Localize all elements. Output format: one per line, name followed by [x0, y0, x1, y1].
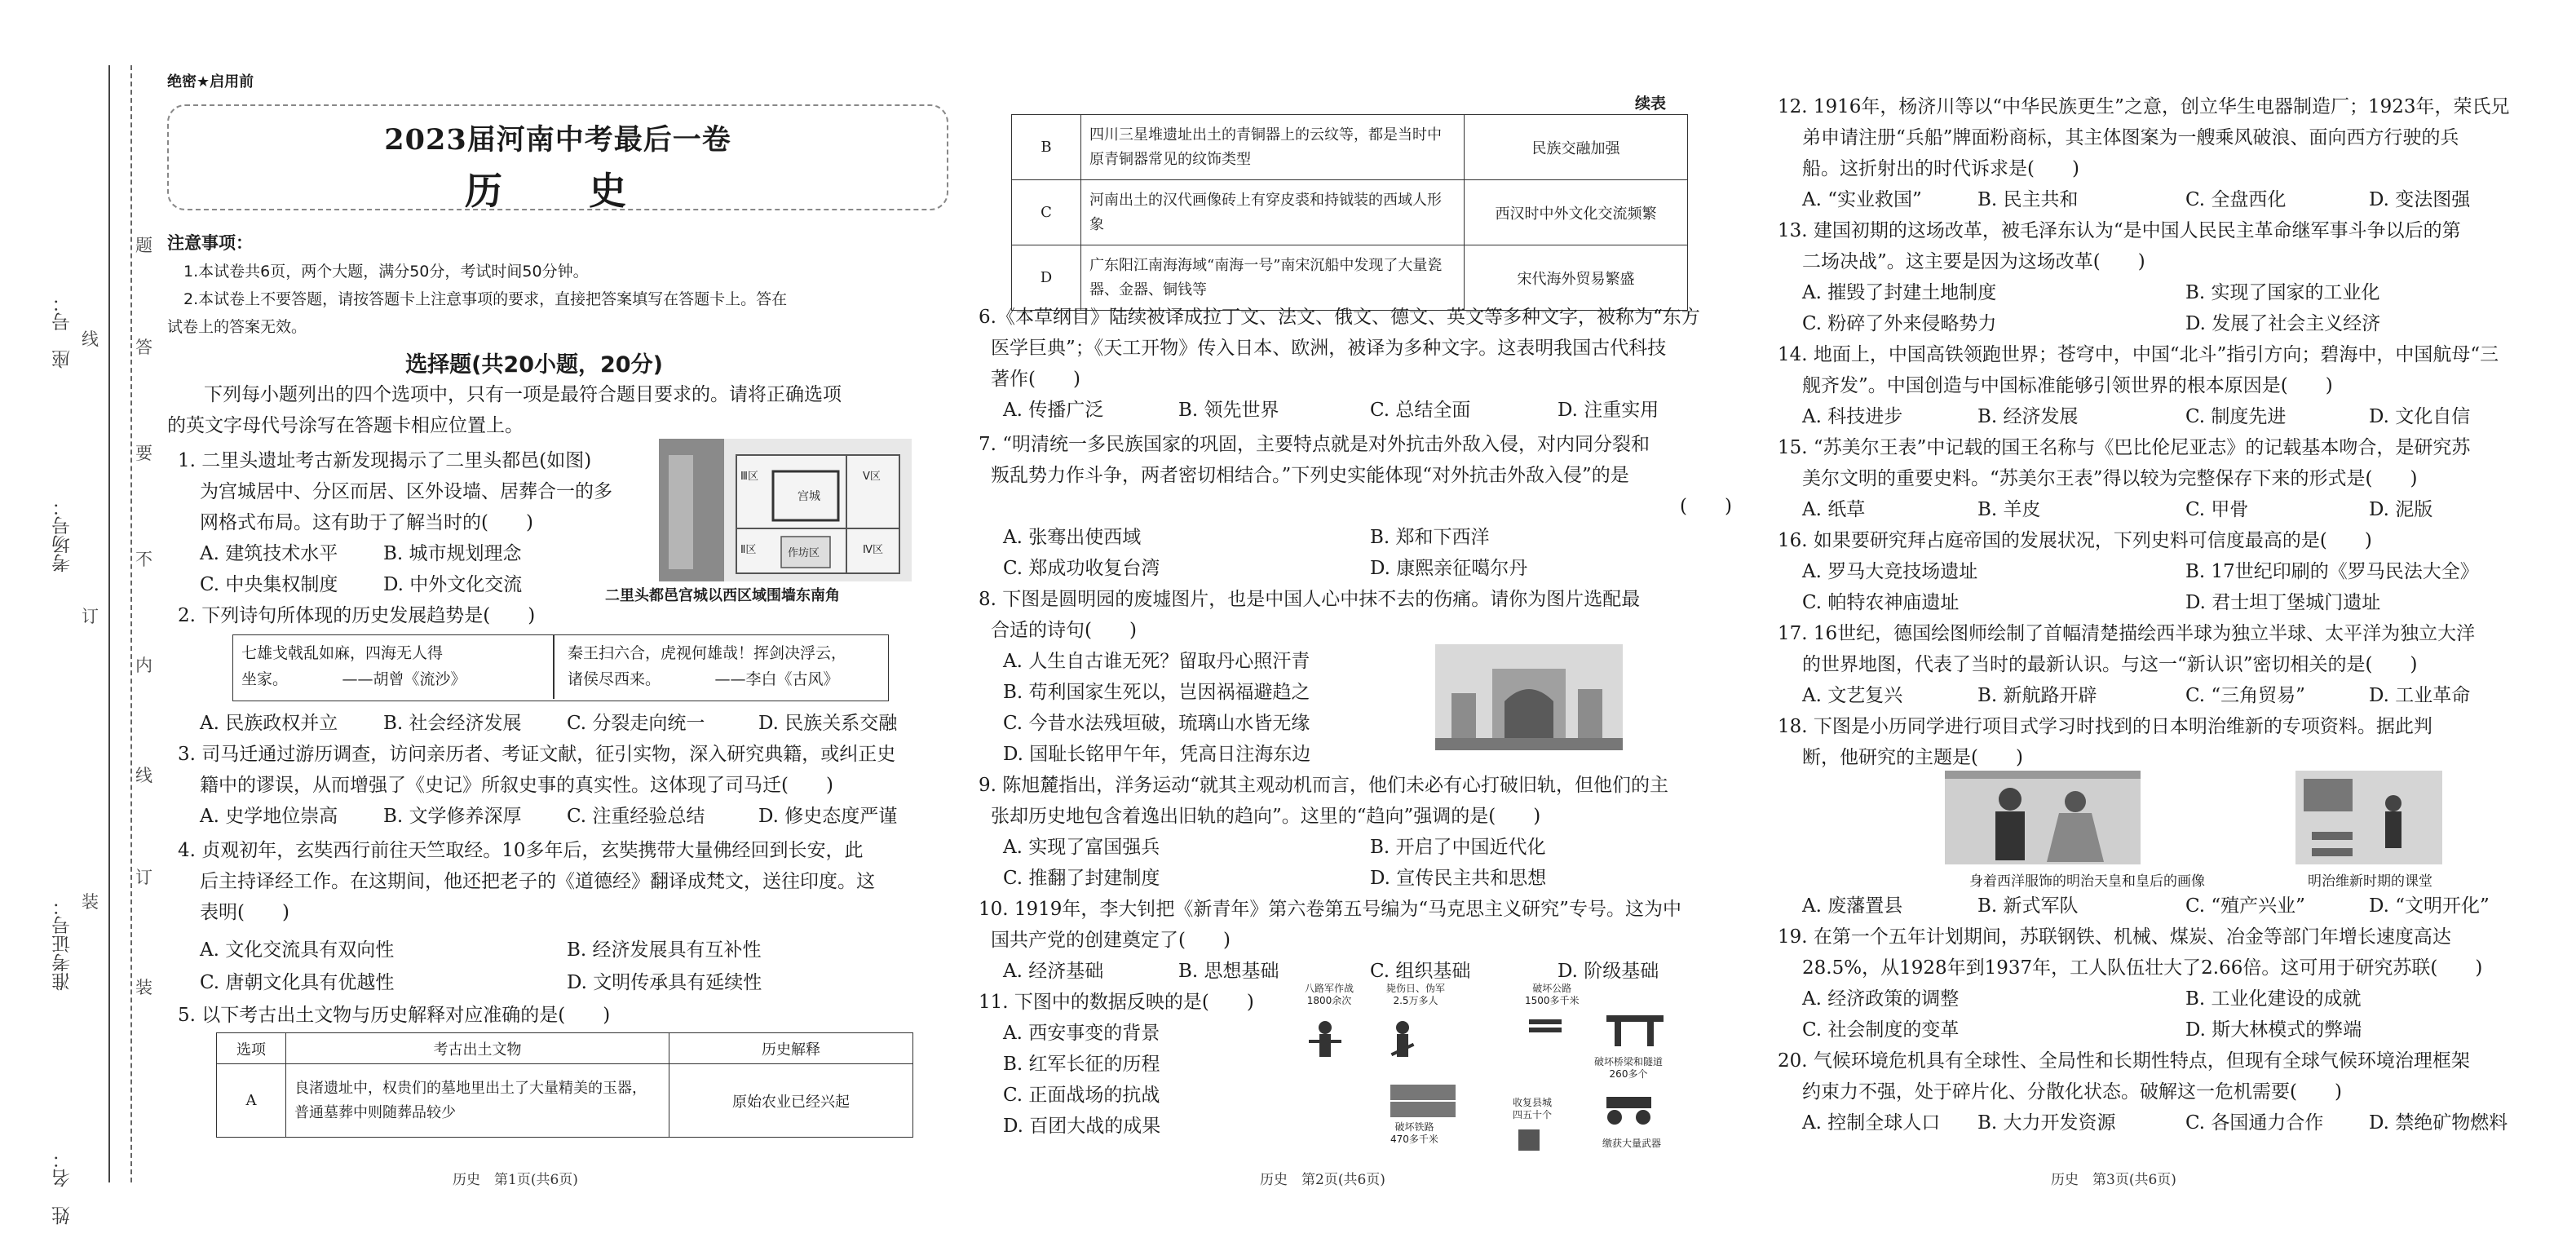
q20-option-a[interactable]: A. 控制全球人口	[1802, 1112, 1941, 1134]
q12-stem: 弟申请注册“兵船”牌面粉商标，其主体图案为一艘乘风破浪、面向西方行驶的兵	[1802, 127, 2459, 148]
q6-stem: 著作( )	[991, 369, 1080, 390]
infographic-label: 破坏铁路 470多千米	[1390, 1121, 1438, 1145]
q20-option-c[interactable]: C. 各国通力合作	[2185, 1112, 2324, 1134]
q1-stem: 为宫城居中、分区而居、区外设墙、居葬合一的多	[200, 481, 612, 502]
poem-line: 秦王扫六合，虎视何雄哉！挥剑决浮云，	[568, 644, 847, 662]
q9-option-b[interactable]: B. 开启了中国近代化	[1370, 837, 1546, 858]
seal-char: 要	[135, 444, 152, 463]
q16-option-a[interactable]: A. 罗马大竞技场遗址	[1802, 561, 1978, 582]
q3-option-d[interactable]: D. 修史态度严谨	[758, 806, 898, 827]
seal-char: 线	[135, 766, 152, 785]
poem-divider	[553, 635, 555, 699]
table-cell: 宋代海外贸易繁盛	[1465, 245, 1688, 311]
q1-option-a[interactable]: A. 建筑技术水平	[200, 543, 338, 564]
q20-option-d[interactable]: D. 禁绝矿物燃料	[2369, 1112, 2508, 1134]
q20-option-b[interactable]: B. 大力开发资源	[1977, 1112, 2116, 1134]
q17-stem: 17. 16世纪，德国绘图师绘制了首幅清楚描绘西半球为独立半球、太平洋为独立大洋	[1778, 623, 2476, 644]
infographic-label: 八路军作战 1800余次	[1305, 983, 1354, 1006]
q1-caption: 二里头都邑宫城以西区域围墙东南角	[605, 587, 840, 604]
infographic-label: 收复县城 四五十个	[1513, 1097, 1553, 1120]
seal-char: 装	[82, 892, 99, 912]
q6-option-b[interactable]: B. 领先世界	[1178, 400, 1279, 421]
q6-stem: 6.《本草纲目》陆续被译成拉丁文、法文、俄文、德文、英文等多种文字，被称为“东方	[979, 307, 1700, 328]
meiji-classroom-image	[2295, 771, 2442, 864]
q16-stem: 16. 如果要研究拜占庭帝国的发展状况，下列史料可信度最高的是( )	[1778, 530, 2372, 551]
table-cell: 西汉时中外文化交流频繁	[1465, 180, 1688, 245]
q17-option-b[interactable]: B. 新航路开辟	[1977, 685, 2097, 706]
q13-option-b[interactable]: B. 实现了国家的工业化	[2185, 282, 2380, 303]
q9-option-d[interactable]: D. 宣传民主共和思想	[1370, 868, 1547, 889]
table-header: 历史解释	[669, 1033, 913, 1064]
q18-option-c[interactable]: C. “殖产兴业”	[2185, 895, 2305, 917]
section-heading: 选择题(共20小题，20分)	[405, 352, 663, 378]
q18-option-d[interactable]: D. “文明开化”	[2369, 895, 2490, 917]
q11-option-c[interactable]: C. 正面战场的抗战	[1003, 1085, 1160, 1106]
seal-char: 装	[135, 978, 152, 997]
notice-1: 1.本试卷共6页，两个大题，满分50分，考试时间50分钟。	[183, 263, 589, 281]
table-cell: C	[1012, 180, 1081, 245]
q15-stem: 15. “苏美尔王表”中记载的国王名称与《巴比伦尼亚志》的记载基本吻合，是研究苏	[1778, 437, 2471, 458]
q13-stem: 二场决战”。这主要是因为这场改革( )	[1802, 251, 2145, 272]
q11-infographic	[1305, 983, 1688, 1154]
q10-stem: 国共产党的创建奠定了( )	[991, 930, 1231, 951]
q3-option-c[interactable]: C. 注重经验总结	[567, 806, 705, 827]
table-cell: 原始农业已经兴起	[669, 1064, 913, 1138]
q8-option-d[interactable]: D. 国耻长铭甲午年，凭高日注海东边	[1003, 744, 1311, 765]
erlitou-map-image	[659, 439, 912, 581]
poem-left	[241, 640, 466, 692]
q9-stem: 9. 陈旭麓指出，洋务运动“就其主观动机而言，他们未必有心打破旧轨，但他们的主	[979, 775, 1669, 796]
q9-option-a[interactable]: A. 实现了富国强兵	[1003, 837, 1160, 858]
q10-option-c[interactable]: C. 组织基础	[1370, 961, 1471, 982]
q13-option-a[interactable]: A. 摧毁了封建土地制度	[1802, 282, 1997, 303]
table-cell: A	[217, 1064, 286, 1138]
q4-stem: 表明( )	[200, 902, 289, 923]
exam-title: 2023届河南中考最后一卷	[384, 123, 731, 157]
q7-stem: ( )	[1680, 496, 1732, 517]
q7-stem: 叛乱势力作斗争，两者密切相结合。”下列史实能体现“对外抗击外敌入侵”的是	[991, 465, 1629, 486]
q5-stem: 5. 以下考古出土文物与历史解释对应准确的是( )	[178, 1005, 611, 1026]
q14-option-d[interactable]: D. 文化自信	[2369, 406, 2471, 427]
q5-table-continued	[1011, 114, 1688, 311]
table-cell: 河南出土的汉代画像砖上有穿皮裘和持钺装的西域人形象	[1081, 180, 1465, 245]
svg-text:Ⅱ区: Ⅱ区	[740, 544, 757, 556]
seal-char: 内	[135, 656, 152, 675]
seal-char: 订	[135, 868, 152, 887]
q4-stem: 后主持译经工作。在这期间，他还把老子的《道德经》翻译成梵文，送往印度。这	[200, 871, 875, 892]
q9-option-c[interactable]: C. 推翻了封建制度	[1003, 868, 1160, 889]
q8-option-b[interactable]: B. 苟利国家生死以，岂因祸福避趋之	[1003, 682, 1310, 703]
q6-option-a[interactable]: A. 传播广泛	[1003, 400, 1104, 421]
table-cell: D	[1012, 245, 1081, 311]
q18-stem: 18. 下图是小历同学进行项目式学习时找到的日本明治维新的专项资料。据此判	[1778, 716, 2432, 737]
q6-option-d[interactable]: D. 注重实用	[1558, 400, 1659, 421]
infographic-label: 破坏桥梁和隧道 260多个	[1594, 1056, 1664, 1080]
q8-option-c[interactable]: C. 今昔水法残垣破，琉璃山水皆无缘	[1003, 713, 1310, 734]
table-cell: 民族交融加强	[1465, 115, 1688, 180]
q15-stem: 美尔文明的重要史料。“苏美尔王表”得以较为完整保存下来的形式是( )	[1802, 468, 2418, 489]
notice-2b: 试卷上的答案无效。	[167, 318, 307, 336]
title-box	[167, 104, 948, 213]
q15-option-d[interactable]: D. 泥版	[2369, 499, 2433, 520]
q20-stem: 20. 气候环境危机具有全球性、全局性和长期性特点，但现有全球气候环境治理框架	[1778, 1050, 2470, 1072]
svg-text:作坊区: 作坊区	[788, 547, 820, 559]
q12-option-c[interactable]: C. 全盘西化	[2185, 189, 2287, 210]
q2-stem: 2. 下列诗句所体现的历史发展趋势是( )	[178, 605, 536, 626]
q14-option-b[interactable]: B. 经济发展	[1977, 406, 2079, 427]
q7-option-c[interactable]: C. 郑成功收复台湾	[1003, 558, 1160, 579]
q8-option-a[interactable]: A. 人生自古谁无死？留取丹心照汗青	[1003, 651, 1310, 672]
q13-option-c[interactable]: C. 粉碎了外来侵略势力	[1802, 313, 1997, 334]
q17-option-a[interactable]: A. 文艺复兴	[1802, 685, 1903, 706]
q12-stem: 船。这折射出的时代诉求是( )	[1802, 158, 2079, 179]
q11-stem: 11. 下图中的数据反映的是( )	[979, 992, 1254, 1013]
q8-stem: 合适的诗句( )	[991, 620, 1137, 641]
q14-stem: 14. 地面上，中国高铁领跑世界；苍穹中，中国“北斗”指引方向；碧海中，中国航母“三	[1778, 344, 2499, 365]
binding-line	[108, 65, 110, 1182]
q4-option-d[interactable]: D. 文明传承具有延续性	[567, 972, 762, 993]
q3-stem: 3. 司马迁通过游历调查，访问亲历者、考证文献，征引实物，深入研究典籍，或纠正史	[178, 744, 896, 765]
q12-option-d[interactable]: D. 变法图强	[2369, 189, 2471, 210]
q15-option-b[interactable]: B. 羊皮	[1977, 499, 2041, 520]
q4-stem: 4. 贞观初年，玄奘西行前往天竺取经。10多年后，玄奘携带大量佛经回到长安，此	[178, 840, 864, 861]
intro-text: 下列每小题列出的四个选项中，只有一项是最符合题目要求的。请将正确选项	[204, 384, 842, 405]
poem-right	[568, 640, 846, 692]
seal-line	[130, 65, 132, 1182]
infographic-label: 缴获大量武器	[1602, 1138, 1662, 1149]
table-cell: 四川三星堆遗址出土的青铜器上的云纹等，都是当时中原青铜器常见的纹饰类型	[1081, 115, 1465, 180]
infographic-icons	[1305, 983, 1688, 1154]
q18-stem: 断，他研究的主题是( )	[1802, 747, 2023, 768]
q10-option-d[interactable]: D. 阶级基础	[1558, 961, 1659, 982]
q7-option-d[interactable]: D. 康熙亲征噶尔丹	[1370, 558, 1528, 579]
q11-option-a[interactable]: A. 西安事变的背景	[1003, 1023, 1160, 1044]
svg-text:Ⅳ区: Ⅳ区	[863, 544, 883, 556]
infographic-label: 毙伤日、伪军 2.5万多人	[1386, 983, 1446, 1006]
seal-char: 答	[135, 338, 152, 357]
q7-option-a[interactable]: A. 张骞出使西域	[1003, 527, 1142, 548]
q1-option-d[interactable]: D. 中外文化交流	[383, 574, 523, 595]
intro-text: 的英文字母代号涂写在答题卡相应位置上。	[167, 415, 524, 436]
table-row	[1012, 245, 1688, 311]
q17-option-d[interactable]: D. 工业革命	[2369, 685, 2471, 706]
notice-2a: 2.本试卷上不要答题，请按答题卡上注意事项的要求，直接把答案填写在答题卡上。答在	[183, 290, 788, 308]
svg-text:Ⅴ区: Ⅴ区	[863, 471, 881, 483]
q3-stem: 籍中的谬误，从而增强了《史记》所叙史事的真实性。这体现了司马迁( )	[200, 775, 833, 796]
q12-stem: 12. 1916年，杨济川等以“中华民族更生”之意，创立华生电器制造厂；1923年，荣氏兄	[1778, 96, 2510, 117]
q3-option-b[interactable]: B. 文学修养深厚	[383, 806, 522, 827]
q16-option-c[interactable]: C. 帕特农神庙遗址	[1802, 592, 1960, 613]
continued-label: 续表	[1635, 95, 1667, 113]
binding-margin	[0, 0, 188, 1242]
infographic-label: 破坏公路 1500多千米	[1525, 983, 1580, 1006]
q17-stem: 的世界地图，代表了当时的最新认识。与这一“新认识”密切相关的是( )	[1802, 654, 2418, 675]
q19-option-a[interactable]: A. 经济政策的调整	[1802, 988, 1960, 1010]
q19-option-d[interactable]: D. 斯大林模式的弊端	[2185, 1019, 2362, 1041]
q2-option-d[interactable]: D. 民族关系交融	[758, 713, 898, 734]
q3-option-a[interactable]: A. 史学地位崇高	[200, 806, 338, 827]
q14-stem: 舰齐发”。中国创造与中国标准能够引领世界的根本原因是( )	[1802, 375, 2333, 396]
q16-option-b[interactable]: B. 17世纪印刷的《罗马民法大全》	[2185, 561, 2479, 582]
poem-line: 诸侯尽西来。 ——李白《古风》	[568, 670, 839, 688]
q8-stem: 8. 下图是圆明园的废墟图片，也是中国人心中抹不去的伤痛。请你为图片选配最	[979, 589, 1641, 610]
svg-text:Ⅲ区: Ⅲ区	[740, 471, 758, 483]
q13-option-d[interactable]: D. 发展了社会主义经济	[2185, 313, 2381, 334]
q19-option-b[interactable]: B. 工业化建设的成就	[2185, 988, 2362, 1010]
q1-option-c[interactable]: C. 中央集权制度	[200, 574, 338, 595]
q19-stem: 28.5%，从1928年到1937年，工人队伍壮大了2.66倍。这可用于研究苏联( )	[1802, 957, 2483, 979]
q1-option-b[interactable]: B. 城市规划理念	[383, 543, 522, 564]
subject-title: 历 史	[465, 169, 651, 213]
q18-caption-1: 身着西洋服饰的明治天皇和皇后的画像	[1969, 873, 2205, 890]
meiji-emperor-portrait-image	[1945, 771, 2141, 864]
table-cell: 良渚遗址中，权贵们的墓地里出土了大量精美的玉器，普通墓葬中则随葬品较少	[286, 1064, 669, 1138]
q15-option-c[interactable]: C. 甲骨	[2185, 499, 2249, 520]
q12-option-a[interactable]: A. “实业救国”	[1802, 189, 1922, 210]
seat-number-field[interactable]: 座 号：	[52, 294, 73, 369]
q2-option-a[interactable]: A. 民族政权并立	[200, 713, 338, 734]
q18-option-a[interactable]: A. 废藩置县	[1802, 895, 1903, 917]
q19-option-c[interactable]: C. 社会制度的变革	[1802, 1019, 1960, 1041]
q18-option-b[interactable]: B. 新式军队	[1977, 895, 2079, 917]
q4-option-c[interactable]: C. 唐朝文化具有优越性	[200, 972, 395, 993]
seal-char: 订	[82, 607, 99, 626]
poem-line: 坐家。 ——胡曾《流沙》	[241, 670, 466, 688]
table-row	[217, 1064, 913, 1138]
q15-option-a[interactable]: A. 纸草	[1802, 499, 1866, 520]
svg-text:宫城: 宫城	[798, 490, 820, 503]
table-row	[1012, 180, 1688, 245]
notice-heading: 注意事项：	[167, 233, 253, 253]
q9-stem: 张却历史地包含着逸出旧轨的趋向”。这里的“趋向”强调的是( )	[991, 806, 1541, 827]
page-footer: 历史 第3页(共6页)	[2051, 1172, 2176, 1188]
q1-stem: 1. 二里头遗址考古新发现揭示了二里头都邑(如图)	[178, 450, 592, 471]
name-field[interactable]: 姓 名：	[52, 1150, 73, 1225]
table-cell: B	[1012, 115, 1081, 180]
q1-stem: 网格式布局。这有助于了解当时的( )	[200, 512, 533, 533]
table-cell: 广东阳江南海海域“南海一号”南宋沉船中发现了大量瓷器、金器、铜钱等	[1081, 245, 1465, 311]
q10-option-b[interactable]: B. 思想基础	[1178, 961, 1279, 982]
q5-table	[216, 1032, 913, 1138]
table-header: 考古出土文物	[286, 1033, 669, 1064]
q10-option-a[interactable]: A. 经济基础	[1003, 961, 1104, 982]
q16-option-d[interactable]: D. 君士坦丁堡城门遗址	[2185, 592, 2381, 613]
q20-stem: 约束力不强，处于碎片化、分散化状态。破解这一危机需要( )	[1802, 1081, 2342, 1103]
q7-option-b[interactable]: B. 郑和下西洋	[1370, 527, 1490, 548]
q19-stem: 19. 在第一个五年计划期间，苏联钢铁、机械、煤炭、冶金等部门年增长速度高达	[1778, 926, 2451, 948]
q14-option-c[interactable]: C. 制度先进	[2185, 406, 2287, 427]
q14-option-a[interactable]: A. 科技进步	[1802, 406, 1903, 427]
secret-mark: 绝密★启用前	[167, 73, 254, 91]
table-header: 选项	[217, 1033, 286, 1064]
q17-option-c[interactable]: C. “三角贸易”	[2185, 685, 2305, 706]
q13-stem: 13. 建国初期的这场改革，被毛泽东认为“是中国人民民主革命继军事斗争以后的第	[1778, 220, 2461, 241]
seal-char: 不	[135, 550, 152, 569]
page-footer: 历史 第2页(共6页)	[1260, 1172, 1385, 1188]
q11-option-d[interactable]: D. 百团大战的成果	[1003, 1116, 1161, 1137]
q6-stem: 医学巨典”；《天工开物》传入日本、欧洲，被译为多种文字。这表明我国古代科技	[991, 338, 1667, 359]
q12-option-b[interactable]: B. 民主共和	[1977, 189, 2079, 210]
table-row	[1012, 115, 1688, 180]
page-footer: 历史 第1页(共6页)	[453, 1172, 578, 1188]
q4-option-a[interactable]: A. 文化交流具有双向性	[200, 939, 395, 961]
seal-char: 线	[82, 329, 99, 349]
q10-stem: 10. 1919年，李大钊把《新青年》第六卷第五号编为“马克思主义研究”专号。这为中	[979, 899, 1681, 920]
ticket-number-field[interactable]: 准考证号：	[52, 897, 73, 991]
q11-option-b[interactable]: B. 红军长征的历程	[1003, 1054, 1160, 1075]
q18-caption-2: 明治维新时期的课堂	[2308, 873, 2432, 890]
seal-char: 题	[135, 236, 152, 255]
poem-line: 七雄戈戟乱如麻，四海无人得	[241, 644, 444, 662]
q6-option-c[interactable]: C. 总结全面	[1370, 400, 1471, 421]
q2-option-c[interactable]: C. 分裂走向统一	[567, 713, 705, 734]
q2-option-b[interactable]: B. 社会经济发展	[383, 713, 522, 734]
yuanmingyuan-ruins-image	[1435, 644, 1623, 750]
table-header-row	[217, 1033, 913, 1064]
q4-option-b[interactable]: B. 经济发展具有互补性	[567, 939, 762, 961]
exam-room-field[interactable]: 考场号：	[52, 497, 73, 572]
q7-stem: 7. “明清统一多民族国家的巩固，主要特点就是对外抗击外敌入侵，对内同分裂和	[979, 434, 1650, 455]
q2-poem-box	[232, 634, 889, 701]
